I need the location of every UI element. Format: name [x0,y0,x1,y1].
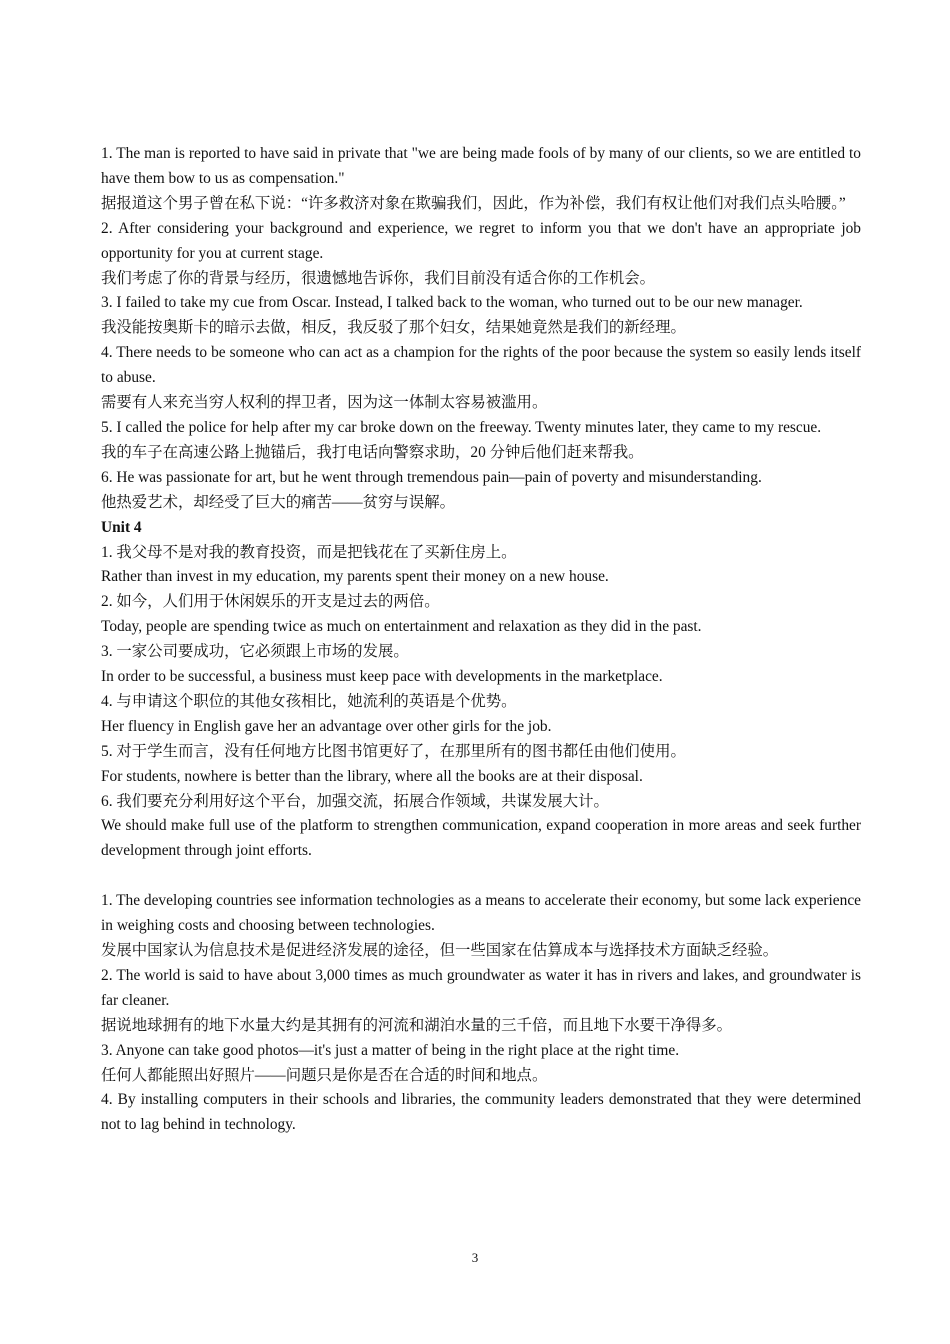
sentence-chinese: 任何人都能照出好照片——问题只是你是否在合适的时间和地点。 [101,1066,548,1084]
sentence-english: 6. He was passionate for art, but he went through tremendous pain—pain of poverty and misunderstanding. [101,468,762,486]
sentence-english: 3. I failed to take my cue from Oscar. Instead, I talked back to the woman, who turned out to be our new manager. [101,294,803,312]
sentence-chinese: 5. 对于学生而言，没有任何地方比图书馆更好了，在那里所有的图书都任由他们使用。 [101,742,686,760]
sentence-chinese: 需要有人来充当穷人权利的捍卫者，因为这一体制太容易被滥用。 [101,394,548,412]
blank-line [101,864,861,889]
page-number: 3 [471,1250,479,1265]
sentence-chinese: 2. 如今，人们用于休闲娱乐的开支是过去的两倍。 [101,593,440,611]
sentence-english: 1. The man is reported to have said in private that "we are being made fools of by many of our clients, so we are entitled to have them bow to us as compensation." [101,145,861,187]
sentence-english: Rather than invest in my education, my parents spent their money on a new house. [101,568,609,586]
sentence-chinese: 我的车子在高速公路上抛锚后，我打电话向警察求助，20 分钟后他们赶来帮我。 [101,443,644,461]
sentence-chinese: 6. 我们要充分利用好这个平台，加强交流，拓展合作领域，共谋发展大计。 [101,792,609,810]
sentence-english: 2. The world is said to have about 3,000 times as much groundwater as water it has in rivers and lakes, and groundwater is far cleaner. [101,966,861,1009]
sentence-english: 2. After considering your background and experience, we regret to inform you that we don't have an appropriate job opportunity for you at current stage. [101,219,861,262]
sentence-english: Today, people are spending twice as much on entertainment and relaxation as they did in the past. [101,618,702,636]
document-body [101,142,861,1138]
sentence-english: 5. I called the police for help after my car broke down on the freeway. Twenty minutes later, they came to my rescue. [101,418,822,436]
sentence-english: 4. By installing computers in their schools and libraries, the community leaders demonstrated that they were determined not to lag behind in technology. [101,1091,861,1134]
unit-heading: Unit 4 [101,518,142,536]
sentence-chinese: 4. 与申请这个职位的其他女孩相比，她流利的英语是个优势。 [101,692,517,710]
sentence-chinese: 发展中国家认为信息技术是促进经济发展的途径，但一些国家在估算成本与选择技术方面缺乏经验。 [101,941,779,959]
sentence-chinese: 据报道这个男子曾在私下说：“许多救济对象在欺骗我们，因此，作为补偿，我们有权让他们对我们点头哈腰。” [101,194,846,212]
sentence-english: We should make full use of the platform to strengthen communication, expand cooperation in more areas and seek further development through joint efforts. [101,817,861,860]
sentence-chinese: 他热爱艺术，却经受了巨大的痛苦——贫穷与误解。 [101,493,455,511]
sentence-chinese: 1. 我父母不是对我的教育投资，而是把钱花在了买新住房上。 [101,543,517,561]
sentence-chinese: 3. 一家公司要成功，它必须跟上市场的发展。 [101,643,409,661]
sentence-chinese: 我们考虑了你的背景与经历，很遗憾地告诉你，我们目前没有适合你的工作机会。 [101,269,656,287]
sentence-english: 1. The developing countries see information technologies as a means to accelerate their economy, but some lack experience in weighing costs and choosing between technologies. [101,892,861,935]
sentence-chinese: 我没能按奥斯卡的暗示去做，相反，我反驳了那个妇女，结果她竟然是我们的新经理。 [101,319,686,337]
sentence-english: 3. Anyone can take good photos—it's just a matter of being in the right place at the right time. [101,1041,680,1059]
sentence-chinese: 据说地球拥有的地下水量大约是其拥有的河流和湖泊水量的三千倍，而且地下水要干净得多。 [101,1016,733,1034]
sentence-english: Her fluency in English gave her an advantage over other girls for the job. [101,717,552,735]
sentence-english: 4. There needs to be someone who can act as a champion for the rights of the poor because the system so easily lends itself to abuse. [101,344,861,387]
sentence-english: For students, nowhere is better than the library, where all the books are at their disposal. [101,767,643,785]
sentence-english: In order to be successful, a business must keep pace with developments in the marketplace. [101,668,663,686]
